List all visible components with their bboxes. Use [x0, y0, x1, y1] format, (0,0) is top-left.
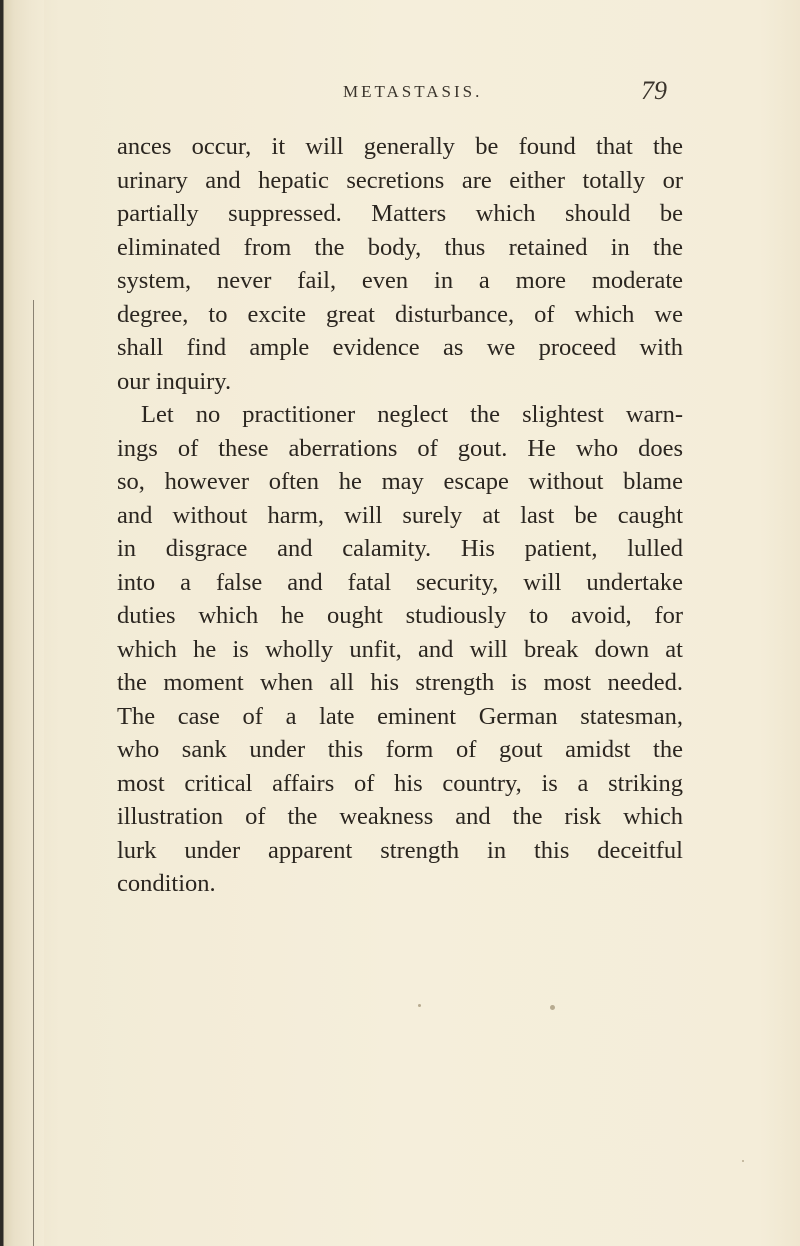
text-line: our inquiry. [117, 367, 232, 395]
page-number: 79 [641, 76, 667, 105]
text-line: most critical affairs of his country, is a striking [117, 769, 683, 797]
page-binding-edge [0, 0, 44, 1246]
text-line: ances occur, it will generally be found that the [117, 133, 683, 160]
paper-speck [742, 1160, 744, 1162]
text-line: eliminated from the body, thus retained in the [117, 233, 683, 261]
text-line: illustration of the weakness and the risk which [117, 803, 683, 830]
text-line: partially suppressed. Matters which should be [117, 200, 683, 227]
text-line: in disgrace and calamity. His patient, lulled [117, 535, 683, 562]
paper-speck [550, 1005, 555, 1010]
text-line: degree, to excite great disturbance, of which we [117, 300, 683, 328]
running-head-title: METASTASIS. [343, 82, 483, 101]
text-line: condition. [117, 870, 216, 897]
text-line: and without harm, will surely at last be caught [117, 501, 683, 529]
text-line: Let no practitioner neglect the slightest warn- [141, 401, 683, 428]
text-line: who sank under this form of gout amidst the [117, 736, 683, 763]
body-text [117, 130, 683, 901]
text-line: duties which he ought studiously to avoid, for [117, 602, 683, 629]
running-head [0, 76, 800, 106]
text-line: which he is wholly unfit, and will break down at [117, 635, 683, 663]
paper-speck [418, 1004, 421, 1007]
text-line: urinary and hepatic secretions are either totally or [117, 166, 683, 194]
text-line: the moment when all his strength is most needed. [117, 669, 683, 696]
text-line: lurk under apparent strength in this deceitful [117, 836, 683, 864]
text-line: into a false and fatal security, will undertake [117, 568, 683, 596]
text-line: The case of a late eminent German statesman, [117, 702, 683, 730]
binding-shadow-line [33, 300, 34, 1246]
text-line: shall find ample evidence as we proceed with [117, 334, 683, 361]
text-line: ings of these aberrations of gout. He who does [117, 434, 683, 462]
text-line: so, however often he may escape without blame [117, 468, 683, 495]
text-line: system, never fail, even in a more moderate [117, 267, 683, 294]
